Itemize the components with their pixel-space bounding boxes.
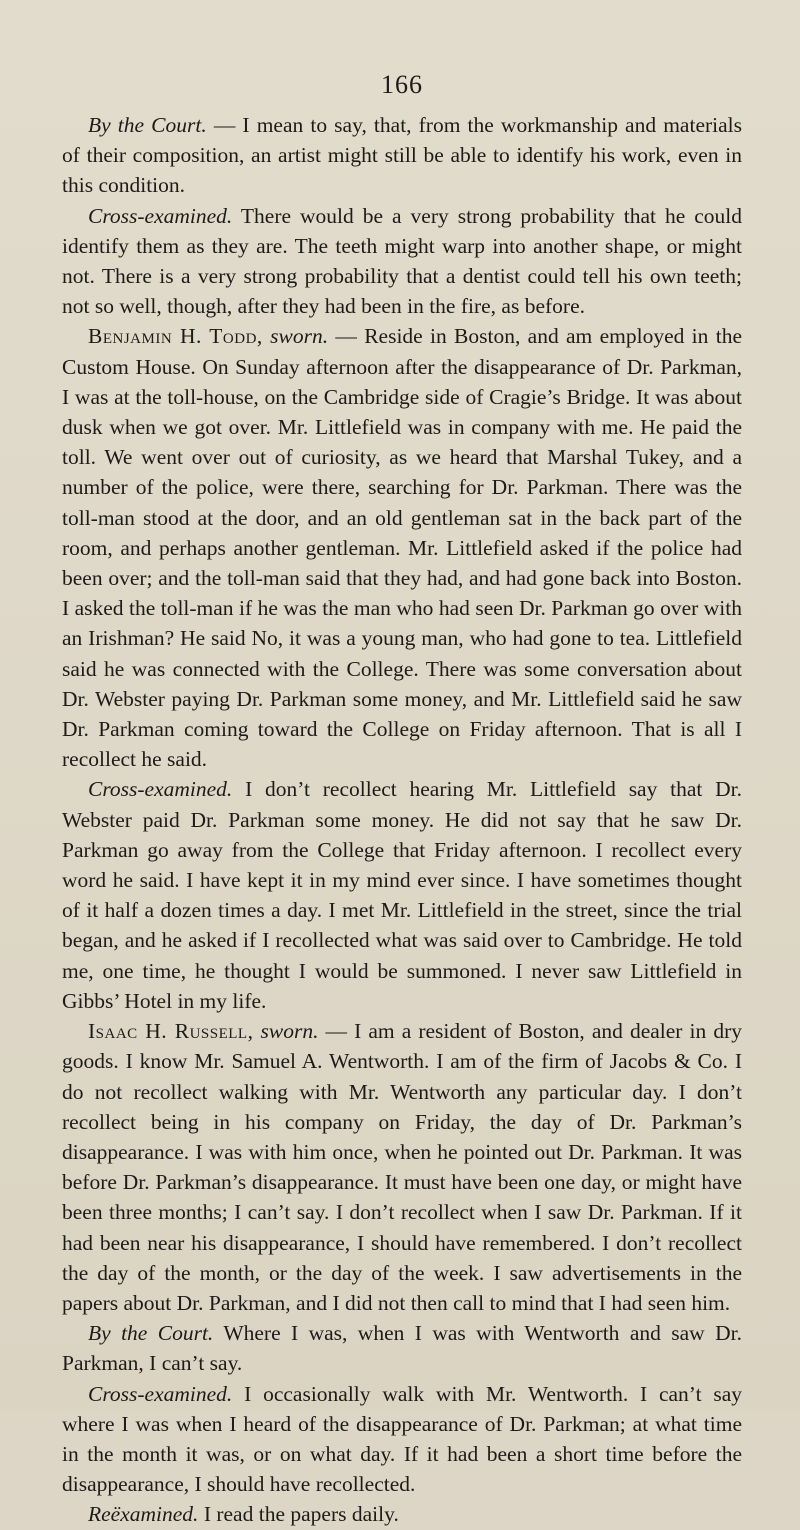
paragraph-cross-3 — [62, 1379, 742, 1500]
paragraph-lead: Cross-examined. — [88, 777, 233, 802]
paragraph-text: — Reside in Boston, and am employed in the Custom House. On Sunday afternoon after the disappearance of Dr. Parkman, I was at the toll-house, on the Cambridge side of Cragie’s Bridge. It was about dusk when we got over. Mr. Littlefield was in company with me. He paid the toll. We went over out of curiosity, as we heard that Marshal Tukey, and a number of the police, were there, searching for Dr. Parkman. There was the toll-man stood at the door, and an old gentleman sat in the back part of the room, and perhaps another gentleman. Mr. Littlefield asked if the police had been over; and the toll-man said that they had, and had gone back into Boston. I asked the toll-man if he was the man who had seen Dr. Parkman go over with an Irishman? He said No, it was a young man, who had gone to tea. Littlefield said he was connected with the College. There was some conversation about Dr. Webster paying Dr. Parkman some money, and Mr. Littlefield said he saw Dr. Parkman coming toward the College on Friday afternoon. That is all I recollect he said. — [62, 324, 742, 772]
paragraph-court-1 — [62, 110, 742, 201]
sworn-label: sworn. — [253, 1019, 319, 1044]
paragraph-court-2 — [62, 1318, 742, 1378]
paragraph-text: Where I was, when I was with Wentworth and saw Dr. Parkman, I can’t say. — [62, 1321, 742, 1376]
paragraph-lead: Cross-examined. — [88, 203, 233, 228]
paragraph-reexamined — [62, 1499, 742, 1529]
paragraph-text: — I am a resident of Boston, and dealer in dry goods. I know Mr. Samuel A. Wentworth. I am of the firm of Jacobs & Co. I do not recollect walking with Mr. Wentworth any particular day. I don’t recollect being in his company on Friday, the day of Dr. Parkman’s disappearance. I was with him once, when he pointed out Dr. Parkman. It was before Dr. Parkman’s disappearance. It must have been one day, or might have been three months; I can’t say. I don’t recollect when I saw Dr. Parkman. If it had been near his disappearance, I should have remembered. I don’t recollect the day of the month, or the day of the week. I saw advertisements in the papers about Dr. Parkman, and I did not then call to mind that I had seen him. — [62, 1019, 742, 1315]
paragraph-text: There would be a very strong probability that he could identify them as they are. The teeth might warp into another shape, or might not. There is a very strong probability that a dentist could tell his own teeth; not so well, though, after they had been in the fire, as before. — [62, 203, 742, 319]
paragraph-text: I occasionally walk with Mr. Wentworth. I can’t say where I was when I heard of the disappearance of Dr. Parkman; at what time in the month it was, or on what day. If it had been a short time before the disappearance, I should have recollected. — [62, 1381, 742, 1497]
paragraph-cross-2 — [62, 774, 742, 1016]
paragraph-lead: Reëxamined. — [88, 1502, 199, 1527]
paragraph-text: I read the papers daily. — [198, 1502, 399, 1527]
witness-name: Isaac H. Russell, — [88, 1019, 254, 1044]
paragraph-lead: Cross-examined. — [88, 1381, 233, 1406]
paragraph-cross-1 — [62, 201, 742, 322]
paragraph-russell-testimony — [62, 1016, 742, 1318]
paragraph-text: — I mean to say, that, from the workmanship and materials of their composition, an artist might still be able to identify his work, even in this condition. — [62, 113, 743, 198]
sworn-label: sworn. — [262, 324, 329, 349]
paragraph-lead: By the Court. — [88, 1321, 214, 1346]
paragraph-todd-testimony — [62, 321, 742, 774]
page-number: 166 — [381, 70, 423, 99]
paragraph-text: I don’t recollect hearing Mr. Littlefield say that Dr. Webster paid Dr. Parkman some money. He did not say that he saw Dr. Parkman go away from the College that Friday afternoon. I recollect every word he said. I have kept it in my mind ever since. I have sometimes thought of it half a dozen times a day. I met Mr. Littlefield in the street, since the trial began, and he asked if I recollected what was said over to Cambridge. He told me, one time, he thought I would be summoned. I never saw Littlefield in Gibbs’ Hotel in my life. — [62, 777, 742, 1013]
paragraph-lead: By the Court. — [88, 113, 207, 137]
witness-name: Benjamin H. Todd, — [88, 324, 263, 349]
